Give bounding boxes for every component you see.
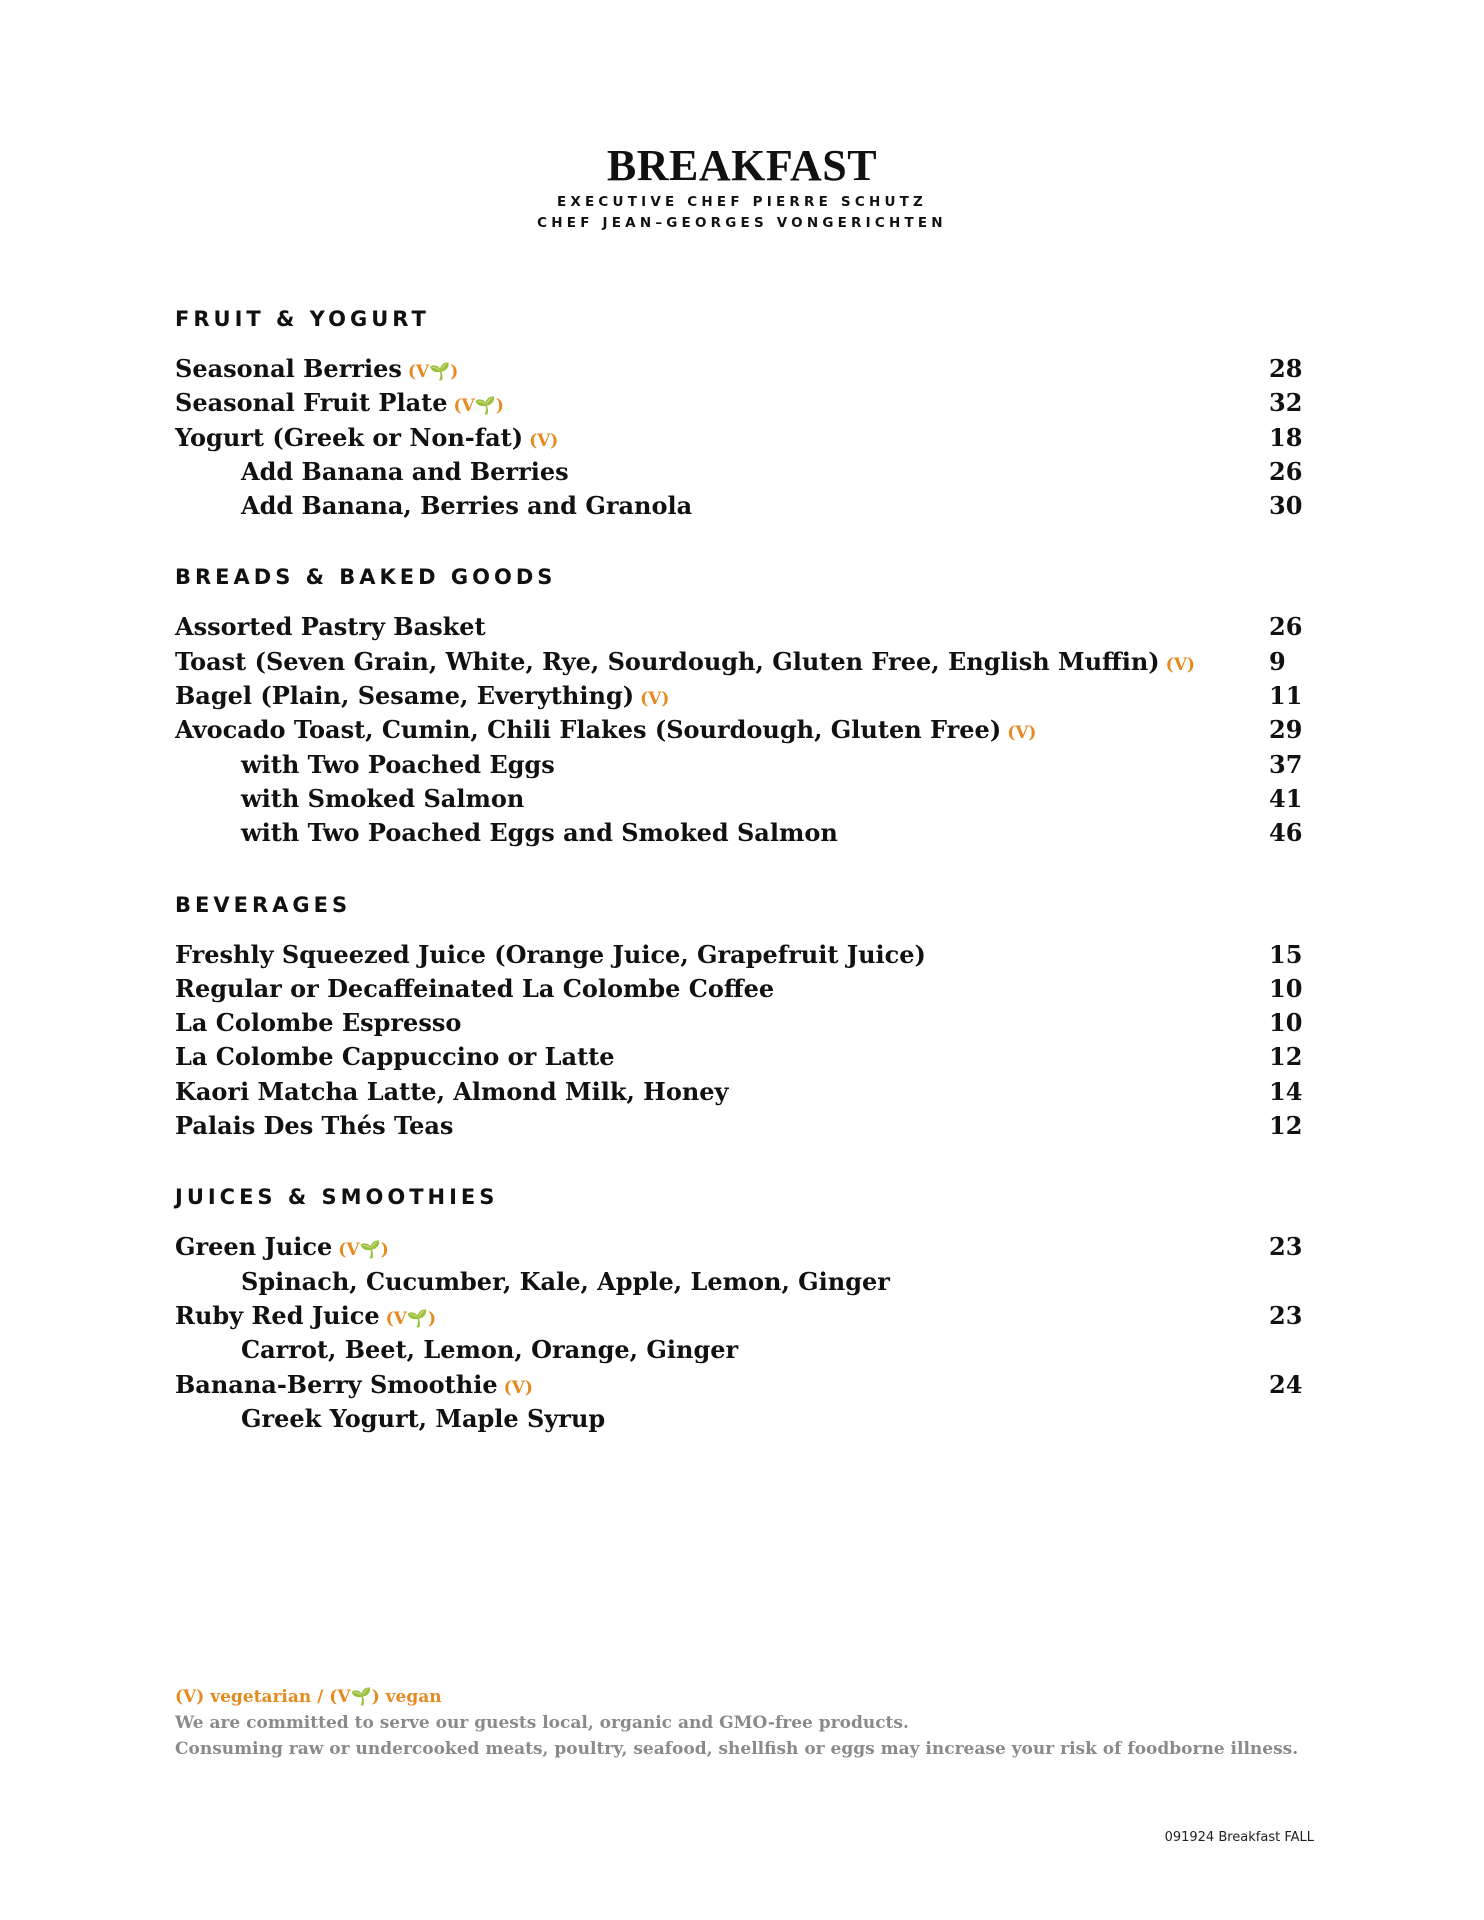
item-price: 12 [1269,1042,1303,1072]
menu-title: BREAKFAST [606,141,878,190]
menu-item-option [175,816,1302,850]
menu-footer [175,1684,1335,1762]
item-price: 23 [1269,1232,1303,1262]
item-name: Kaori Matcha Latte, Almond Milk, Honey [175,1076,729,1106]
executive-chef-line: EXECUTIVE CHEF PIERRE SCHUTZ [556,194,927,210]
section-title: FRUIT & YOGURT [175,307,430,331]
item-name: Seasonal Berries [175,354,402,383]
section-title: BEVERAGES [175,892,352,917]
item-price: 41 [1269,783,1303,813]
item-name: Seasonal Fruit Plate [175,388,448,418]
dietary-tag: (V🌱) [338,1240,389,1261]
menu-header [0,140,1484,234]
menu-item-option [175,455,1302,489]
dietary-tag: (V) [1007,723,1037,744]
menu-item-option [175,1333,1302,1367]
menu-item-option [175,1265,1302,1299]
item-price: 32 [1269,388,1303,418]
menu-item [175,713,1302,747]
dietary-tag: (V🌱) [407,362,459,382]
menu-section [175,305,1302,523]
menu-item [175,1109,1302,1143]
item-name: Ruby Red Juice [175,1300,380,1330]
menu-section [175,563,1302,850]
item-price: 28 [1269,354,1303,383]
item-price: 18 [1269,422,1303,452]
item-price: 24 [1269,1369,1303,1399]
item-price: 37 [1269,749,1303,779]
item-name: Freshly Squeezed Juice (Orange Juice, Grapefruit Juice) [175,939,926,969]
menu-item [175,1230,1302,1264]
dietary-tag: (V) [529,430,559,451]
menu-item [175,972,1302,1006]
menu-item [175,1299,1302,1333]
item-name: Yogurt (Greek or Non-fat) [175,422,524,452]
menu-section [175,1183,1302,1436]
item-price: 30 [1269,491,1303,521]
dietary-tag: (V🌱) [385,1308,437,1329]
item-name: La Colombe Espresso [175,1008,462,1038]
item-name: Add Banana, Berries and Granola [241,491,693,521]
menu-item [175,679,1302,713]
item-price: 12 [1269,1111,1303,1141]
menu-item-option [175,748,1302,782]
item-name: Add Banana and Berries [241,456,569,486]
item-price: 15 [1269,939,1303,969]
menu-item [175,386,1302,420]
menu-item-option [175,489,1302,523]
item-name: Green Juice [175,1232,333,1262]
menu-item-option [175,1402,1302,1436]
section-title: BREADS & BAKED GOODS [175,565,557,590]
document-code: 091924 Breakfast FALL [1164,1830,1314,1845]
dietary-tag: (V) [503,1377,533,1398]
item-price: 23 [1269,1300,1303,1330]
item-name: Bagel (Plain, Sesame, Everything) [175,681,635,711]
menu-item-option [175,782,1302,816]
item-name: Assorted Pastry Basket [175,612,486,642]
item-name: with Two Poached Eggs [241,749,555,779]
dietary-tag: (V) [1165,654,1195,675]
menu-item [175,610,1302,644]
item-name: Palais Des Thés Teas [175,1111,454,1141]
item-name: Spinach, Cucumber, Kale, Apple, Lemon, Ginger [241,1266,890,1296]
item-name: La Colombe Cappuccino or Latte [175,1042,615,1072]
item-price: 14 [1269,1076,1303,1106]
item-name: Regular or Decaffeinated La Colombe Coffee [175,973,775,1003]
chef-line: CHEF JEAN–GEORGES VONGERICHTEN [537,215,947,231]
item-name: Greek Yogurt, Maple Syrup [241,1403,606,1433]
menu-item [175,1368,1302,1402]
item-price: 9 [1269,646,1286,676]
item-name: Banana-Berry Smoothie [175,1369,498,1399]
item-name: with Two Poached Eggs and Smoked Salmon [241,818,838,848]
item-price: 10 [1269,1008,1303,1038]
item-name: Avocado Toast, Cumin, Chili Flakes (Sourdough, Gluten Free) [175,715,1002,745]
menu-item [175,645,1302,679]
menu-item [175,352,1302,386]
item-name: Carrot, Beet, Lemon, Orange, Ginger [241,1335,739,1365]
item-price: 26 [1269,612,1303,642]
menu-content [175,305,1302,1476]
item-price: 26 [1269,456,1303,486]
dietary-legend: (V) vegetarian / (V🌱) vegan [175,1687,442,1707]
item-price: 29 [1269,715,1303,745]
dietary-tag: (V🌱) [453,396,504,417]
menu-item [175,1006,1302,1040]
menu-item [175,421,1302,455]
item-name: Toast (Seven Grain, White, Rye, Sourdough, Gluten Free, English Muffin) [175,646,1160,676]
item-price: 10 [1269,973,1303,1003]
menu-item [175,1075,1302,1109]
menu-item [175,1040,1302,1074]
menu-item [175,938,1302,972]
item-price: 46 [1269,818,1303,848]
sourcing-note: We are committed to serve our guests local, organic and GMO-free products. [175,1713,909,1733]
item-name: with Smoked Salmon [241,783,525,813]
item-price: 11 [1269,681,1303,711]
section-title: JUICES & SMOOTHIES [175,1185,499,1210]
dietary-tag: (V) [640,689,670,710]
health-warning: Consuming raw or undercooked meats, poultry, seafood, shellfish or eggs may increase your risk of foodborne illness. [175,1739,1299,1759]
menu-section [175,891,1302,1144]
